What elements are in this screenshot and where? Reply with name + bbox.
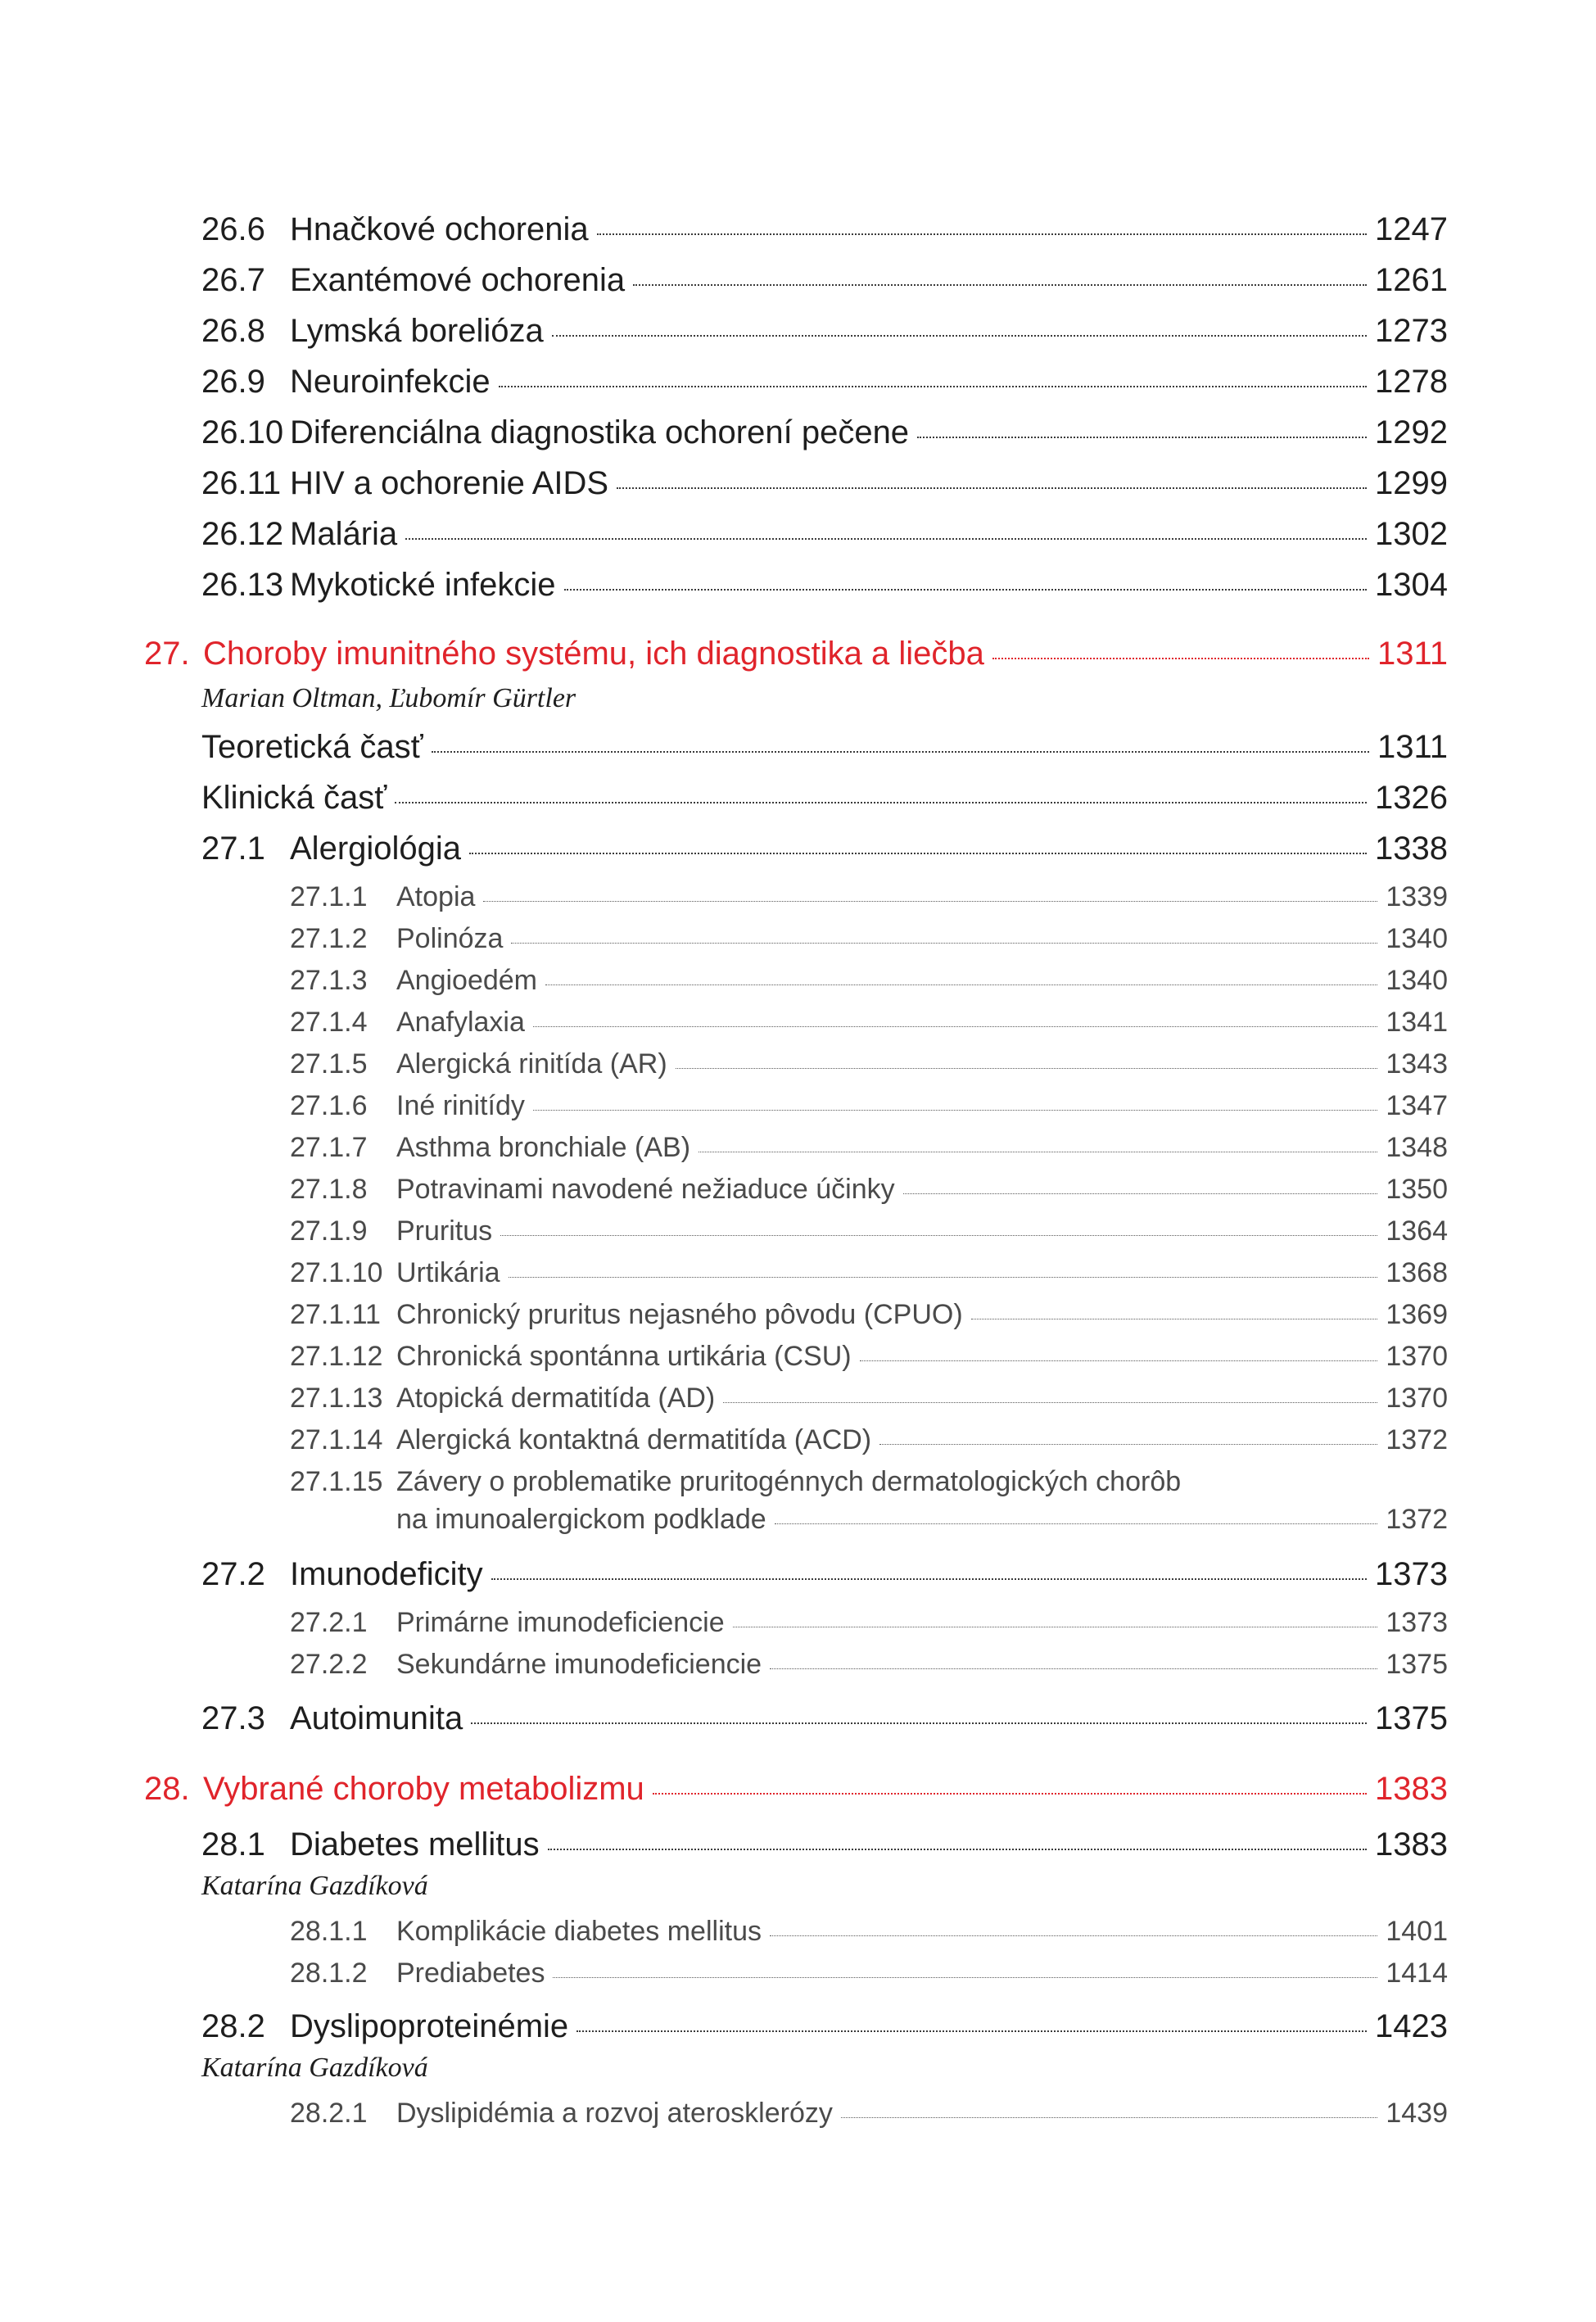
toc-subentry-27-1-13[interactable]	[290, 1383, 1448, 1424]
chapter-authors: Marian Oltman, Ľubomír Gürtler	[201, 683, 576, 713]
dot-leader	[879, 1444, 1377, 1445]
dot-leader	[723, 1402, 1377, 1403]
dot-leader	[405, 538, 1367, 540]
dot-leader	[775, 1523, 1378, 1524]
subentry-title: Anafylaxia	[396, 1007, 525, 1038]
subentry-page: 1347	[1386, 1090, 1448, 1121]
subentry-title: Angioedém	[396, 965, 538, 996]
entry-title: Lymská borelióza	[290, 313, 544, 349]
entry-title: Dyslipoproteinémie	[290, 2008, 569, 2044]
toc-entry-26-13[interactable]	[201, 567, 1448, 618]
subentry-page: 1340	[1386, 923, 1448, 954]
subentry-number: 28.2.1	[290, 2098, 368, 2129]
toc-subentry-27-1-15-line1[interactable]	[290, 1466, 1181, 1498]
subentry-title: Polinóza	[396, 923, 504, 954]
subentry-title-continued: na imunoalergickom podklade	[396, 1504, 766, 1535]
subentry-title: Chronický pruritus nejasného pôvodu (CPUO)	[396, 1299, 963, 1330]
section-author: Katarína Gazdíková	[201, 1871, 428, 1901]
toc-subentry-28-1-1[interactable]	[290, 1916, 1448, 1957]
entry-title: Diabetes mellitus	[290, 1826, 540, 1863]
entry-title: Malária	[290, 516, 398, 552]
toc-subentry-27-1-10[interactable]	[290, 1257, 1448, 1298]
dot-leader	[992, 658, 1369, 659]
toc-subentry-27-1-11[interactable]	[290, 1299, 1448, 1340]
entry-number: 27.3	[201, 1700, 265, 1736]
entry-number: 26.6	[201, 211, 265, 247]
toc-entry-26-11[interactable]	[201, 465, 1448, 516]
entry-title: Mykotické infekcie	[290, 567, 556, 603]
section-title: Teoretická časť	[201, 729, 423, 765]
subentry-page: 1350	[1386, 1174, 1448, 1205]
subentry-title: Urtikária	[396, 1257, 500, 1288]
subentry-number: 27.1.14	[290, 1424, 383, 1455]
dot-leader	[597, 233, 1367, 235]
section-page: 1326	[1375, 780, 1448, 816]
dot-leader	[511, 943, 1377, 944]
subentry-page: 1375	[1386, 1649, 1448, 1680]
chapter-page: 1311	[1377, 636, 1448, 672]
entry-title: Imunodeficity	[290, 1556, 483, 1592]
entry-number: 26.8	[201, 313, 265, 349]
subentry-page: 1369	[1386, 1299, 1448, 1330]
subentry-title: Chronická spontánna urtikária (CSU)	[396, 1341, 852, 1372]
entry-number: 26.13	[201, 567, 284, 603]
entry-title: Hnačkové ochorenia	[290, 211, 589, 247]
entry-title: Neuroinfekcie	[290, 364, 491, 400]
dot-leader	[617, 487, 1367, 489]
entry-title: Autoimunita	[290, 1700, 463, 1736]
dot-leader	[483, 901, 1377, 902]
toc-entry-28-2[interactable]	[201, 2008, 1448, 2059]
subentry-title: Iné rinitídy	[396, 1090, 525, 1121]
entry-page: 1278	[1375, 364, 1448, 400]
dot-leader	[545, 984, 1377, 985]
subentry-page: 1340	[1386, 965, 1448, 996]
toc-entry-27-1[interactable]	[201, 831, 1448, 881]
toc-subentry-27-2-2[interactable]	[290, 1649, 1448, 1690]
entry-page: 1304	[1375, 567, 1448, 603]
dot-leader	[500, 1235, 1377, 1236]
subentry-number: 27.1.7	[290, 1132, 368, 1163]
toc-subentry-27-1-4[interactable]	[290, 1007, 1448, 1048]
toc-subentry-27-1-7[interactable]	[290, 1132, 1448, 1173]
toc-entry-26-9[interactable]	[201, 364, 1448, 414]
dot-leader	[841, 2117, 1377, 2118]
dot-leader	[770, 1668, 1377, 1669]
subentry-number: 27.1.11	[290, 1299, 381, 1330]
dot-leader	[395, 802, 1367, 803]
entry-number: 26.10	[201, 414, 284, 450]
entry-page: 1261	[1375, 262, 1448, 298]
chapter-number: 27.	[144, 636, 190, 672]
subentry-title: Alergická rinitída (AR)	[396, 1048, 667, 1080]
subentry-number: 27.1.8	[290, 1174, 368, 1205]
subentry-number: 27.1.15	[290, 1466, 383, 1497]
subentry-page: 1370	[1386, 1341, 1448, 1372]
dot-leader	[548, 1849, 1367, 1850]
entry-number: 26.12	[201, 516, 284, 552]
dot-leader	[471, 1722, 1367, 1724]
entry-page: 1302	[1375, 516, 1448, 552]
subentry-number: 27.1.4	[290, 1007, 368, 1038]
toc-chapter-27[interactable]	[144, 636, 1448, 686]
subentry-title: Dyslipidémia a rozvoj aterosklerózy	[396, 2098, 833, 2129]
subentry-number: 27.1.12	[290, 1341, 383, 1372]
dot-leader	[533, 1110, 1378, 1111]
dot-leader	[533, 1026, 1377, 1027]
toc-subentry-27-2-1[interactable]	[290, 1607, 1448, 1648]
chapter-title: Vybrané choroby metabolizmu	[203, 1771, 644, 1807]
toc-subentry-27-1-2[interactable]	[290, 923, 1448, 964]
subentry-page: 1372	[1386, 1504, 1448, 1535]
toc-entry-26-6[interactable]	[201, 211, 1448, 262]
dot-leader	[653, 1793, 1367, 1795]
subentry-page: 1341	[1386, 1007, 1448, 1038]
section-page: 1311	[1377, 729, 1448, 765]
toc-section-klinicka[interactable]	[201, 780, 1448, 831]
toc-entry-28-1[interactable]	[201, 1826, 1448, 1877]
subentry-page: 1348	[1386, 1132, 1448, 1163]
toc-subentry-28-2-1[interactable]	[290, 2098, 1448, 2139]
subentry-page: 1343	[1386, 1048, 1448, 1080]
subentry-number: 27.1.3	[290, 965, 368, 996]
subentry-page: 1401	[1386, 1916, 1448, 1947]
entry-page: 1373	[1375, 1556, 1448, 1592]
subentry-title: Prediabetes	[396, 1958, 545, 1989]
toc-subentry-27-1-3[interactable]	[290, 965, 1448, 1006]
dot-leader	[491, 1578, 1367, 1580]
toc-subentry-27-1-14[interactable]	[290, 1424, 1448, 1465]
subentry-number: 27.2.2	[290, 1649, 368, 1680]
subentry-page: 1372	[1386, 1424, 1448, 1455]
subentry-page: 1364	[1386, 1215, 1448, 1247]
subentry-number: 27.1.6	[290, 1090, 368, 1121]
toc-subentry-27-1-5[interactable]	[290, 1048, 1448, 1089]
dot-leader	[469, 853, 1367, 854]
entry-number: 28.2	[201, 2008, 265, 2044]
dot-leader	[432, 751, 1369, 753]
toc-entry-26-7[interactable]	[201, 262, 1448, 313]
entry-number: 26.9	[201, 364, 265, 400]
subentry-title: Atopická dermatitída (AD)	[396, 1383, 716, 1414]
entry-title: Alergiológia	[290, 831, 462, 867]
dot-leader	[917, 437, 1367, 438]
dot-leader	[903, 1193, 1378, 1194]
chapter-number: 28.	[144, 1771, 190, 1807]
entry-title: Diferenciálna diagnostika ochorení pečene	[290, 414, 910, 450]
dot-leader	[770, 1935, 1377, 1936]
subentry-page: 1368	[1386, 1257, 1448, 1288]
chapter-page: 1383	[1375, 1771, 1448, 1807]
entry-page: 1299	[1375, 465, 1448, 501]
toc-section-teoreticka[interactable]	[201, 729, 1448, 780]
subentry-title: Potravinami navodené nežiaduce účinky	[396, 1174, 895, 1205]
entry-page: 1375	[1375, 1700, 1448, 1736]
section-title: Klinická časť	[201, 780, 387, 816]
subentry-number: 27.1.13	[290, 1383, 383, 1414]
subentry-title: Primárne imunodeficiencie	[396, 1607, 725, 1638]
toc-subentry-28-1-2[interactable]	[290, 1958, 1448, 1998]
dot-leader	[860, 1360, 1378, 1361]
entry-number: 27.1	[201, 831, 265, 867]
entry-number: 28.1	[201, 1826, 265, 1863]
entry-number: 26.11	[201, 465, 282, 501]
entry-page: 1292	[1375, 414, 1448, 450]
dot-leader	[576, 2030, 1367, 2032]
subentry-title: Komplikácie diabetes mellitus	[396, 1916, 762, 1947]
toc-subentry-27-1-6[interactable]	[290, 1090, 1448, 1131]
toc-subentry-27-1-12[interactable]	[290, 1341, 1448, 1382]
subentry-title: Závery o problematike pruritogénnych dermatologických chorôb	[396, 1466, 1182, 1497]
dot-leader	[509, 1277, 1378, 1278]
entry-title: Exantémové ochorenia	[290, 262, 626, 298]
subentry-page: 1439	[1386, 2098, 1448, 2129]
subentry-number: 27.1.10	[290, 1257, 383, 1288]
subentry-page: 1339	[1386, 881, 1448, 912]
subentry-number: 28.1.2	[290, 1958, 368, 1989]
dot-leader	[633, 284, 1367, 286]
entry-page: 1273	[1375, 313, 1448, 349]
subentry-page: 1370	[1386, 1383, 1448, 1414]
dot-leader	[676, 1068, 1378, 1069]
toc-entry-26-8[interactable]	[201, 313, 1448, 364]
subentry-title: Pruritus	[396, 1215, 493, 1247]
entry-page: 1423	[1375, 2008, 1448, 2044]
subentry-number: 27.1.2	[290, 923, 368, 954]
toc-subentry-27-1-8[interactable]	[290, 1174, 1448, 1215]
subentry-title: Atopia	[396, 881, 476, 912]
subentry-page: 1414	[1386, 1958, 1448, 1989]
section-author: Katarína Gazdíková	[201, 2053, 428, 2083]
entry-page: 1338	[1375, 831, 1448, 867]
toc-subentry-27-1-9[interactable]	[290, 1215, 1448, 1256]
toc-chapter-28[interactable]	[144, 1771, 1448, 1822]
subentry-number: 27.1.9	[290, 1215, 368, 1247]
entry-title: HIV a ochorenie AIDS	[290, 465, 609, 501]
toc-entry-26-10[interactable]	[201, 414, 1448, 465]
toc-entry-27-2[interactable]	[201, 1556, 1448, 1607]
entry-page: 1247	[1375, 211, 1448, 247]
dot-leader	[499, 386, 1367, 387]
dot-leader	[564, 589, 1367, 591]
subentry-number: 28.1.1	[290, 1916, 368, 1947]
entry-number: 26.7	[201, 262, 265, 298]
subentry-page: 1373	[1386, 1607, 1448, 1638]
subentry-number: 27.1.1	[290, 881, 368, 912]
toc-subentry-27-1-15-line2[interactable]	[396, 1504, 1448, 1545]
subentry-title: Alergická kontaktná dermatitída (ACD)	[396, 1424, 872, 1455]
dot-leader	[552, 335, 1367, 337]
entry-number: 27.2	[201, 1556, 265, 1592]
subentry-number: 27.2.1	[290, 1607, 368, 1638]
subentry-title: Sekundárne imunodeficiencie	[396, 1649, 762, 1680]
subentry-title: Asthma bronchiale (AB)	[396, 1132, 691, 1163]
entry-page: 1383	[1375, 1826, 1448, 1863]
subentry-number: 27.1.5	[290, 1048, 368, 1080]
toc-entry-27-3[interactable]	[201, 1700, 1448, 1751]
chapter-title: Choroby imunitného systému, ich diagnostika a liečba	[203, 636, 984, 672]
dot-leader	[553, 1977, 1377, 1978]
toc-entry-26-12[interactable]	[201, 516, 1448, 567]
toc-subentry-27-1-1[interactable]	[290, 881, 1448, 922]
